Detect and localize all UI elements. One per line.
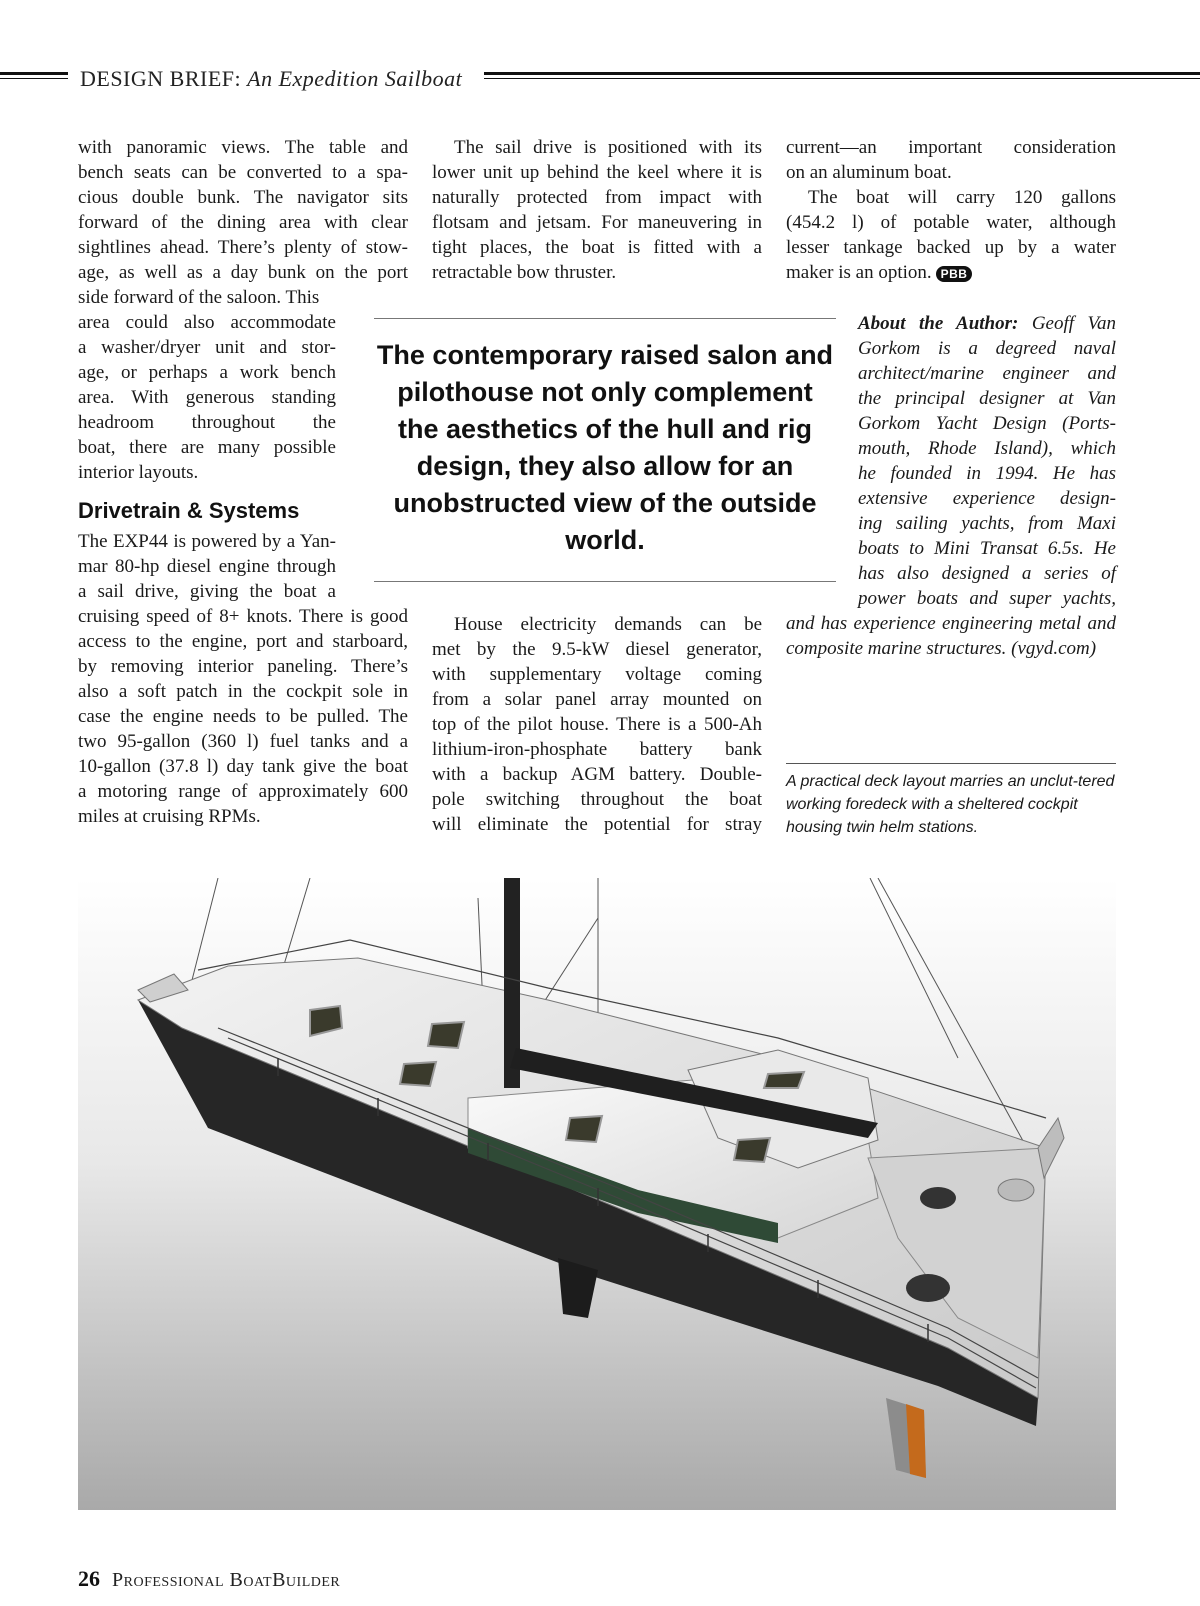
helm-wheel-starboard [920, 1187, 956, 1209]
column-3-paragraph [786, 135, 1116, 285]
text-line: area. With generous standing [78, 387, 336, 408]
text-line: with supplementary voltage coming [432, 664, 762, 685]
text-line: side forward of the saloon. This [78, 287, 320, 308]
column-1 [78, 135, 408, 829]
pull-quote [374, 318, 836, 582]
text-line: with a backup AGM battery. Double- [432, 764, 762, 785]
author-label: About the Author: [858, 313, 1032, 334]
column-2-top-paragraph [432, 135, 762, 285]
header-rule-right-thin [484, 78, 1200, 79]
sailboat-illustration [78, 878, 1116, 1510]
text-line: access to the engine, port and starboard, [78, 631, 408, 652]
text-line: interior layouts. [78, 462, 199, 483]
text-line: maker is an option. PBB [786, 260, 1116, 285]
text-line: age, as well as a day bunk on the port [78, 262, 408, 283]
column-2-top [432, 135, 762, 285]
sailboat-rendering [78, 878, 1116, 1510]
author-bio-line: and has experience engineering metal and [786, 613, 1116, 634]
text-line: 10-gallon (37.8 l) day tank give the boat [78, 756, 408, 777]
text-line: lithium-iron-phosphate battery bank [432, 739, 762, 760]
text-line: current—an important consideration [786, 137, 1116, 158]
text-line: boat, there are many possible [78, 437, 336, 458]
column-2-bottom-paragraph [432, 612, 762, 837]
text-line: cious double bunk. The navigator sits [78, 187, 408, 208]
text-line: case the engine needs to be pulled. The [78, 706, 408, 727]
page-footer [78, 1566, 340, 1592]
text-line: by removing interior paneling. There’s [78, 656, 408, 677]
text-line: lesser tankage backed up by a water [786, 237, 1116, 258]
text-line: headroom throughout the [78, 412, 336, 433]
column-3 [786, 135, 1116, 285]
text-line: pole switching throughout the boat [432, 789, 762, 810]
page-number: 26 [78, 1566, 100, 1591]
text-line: mar 80-hp diesel engine through [78, 556, 336, 577]
author-bio [786, 311, 1116, 661]
author-bio-line: he founded in 1994. He has [858, 463, 1116, 484]
author-bio-line: Gorkom is a degreed naval [858, 338, 1116, 359]
text-line: tight places, the boat is fitted with a [432, 237, 762, 258]
text-line: a motoring range of approximately 600 [78, 781, 408, 802]
text-line: on an aluminum boat. [786, 162, 952, 183]
text-line: forward of the dining area with clear [78, 212, 408, 233]
author-bio-line: has also designed a series of [858, 563, 1116, 584]
text-line: The boat will carry 120 gallons [808, 187, 1116, 208]
author-bio-line: the principal designer at Van [858, 388, 1116, 409]
column-2-bottom [432, 612, 762, 837]
section-label [80, 66, 470, 92]
author-bio-line [786, 311, 1116, 336]
text-line: met by the 9.5-kW diesel generator, [432, 639, 762, 660]
author-bio-line: mouth, Rhode Island), which [858, 438, 1116, 459]
text-line: from a solar panel array mounted on [432, 689, 762, 710]
text-line: with panoramic views. The table and [78, 137, 408, 158]
text-line: (454.2 l) of potable water, although [786, 212, 1116, 233]
section-heading: Drivetrain & Systems [78, 498, 300, 523]
header-subtitle: An Expedition Sailboat [247, 66, 463, 91]
text-line: will eliminate the potential for stray [432, 814, 762, 835]
author-bio-line: power boats and super yachts, [858, 588, 1116, 609]
text-line: naturally protected from impact with [432, 187, 762, 208]
text-line: lower unit up behind the keel where it is [432, 162, 762, 183]
author-bio-line: architect/marine engineer and [858, 363, 1116, 384]
pull-quote-text: The contemporary raised salon and pilothouse not only complement the aesthetics of the hull and rig design, they also allow for an unobstructed view of the outside world. [376, 340, 834, 555]
text-line: flotsam and jetsam. For maneuvering in [432, 212, 762, 233]
column-1-paragraph-1 [78, 135, 408, 485]
author-bio-text [786, 311, 1116, 661]
text-line: area could also accommodate [78, 312, 336, 333]
text-line: two 95-gallon (360 l) fuel tanks and a [78, 731, 408, 752]
text-line: a sail drive, giving the boat a [78, 581, 336, 602]
text-line: retractable bow thruster. [432, 262, 617, 283]
author-bio-line: composite marine structures. (vgyd.com) [786, 638, 1097, 659]
header-rule-left-thin [0, 78, 68, 79]
author-bio-line: extensive experience design- [858, 488, 1116, 509]
header-rule-left [0, 72, 68, 75]
radar-dome [998, 1179, 1034, 1201]
author-bio-line: ing sailing yachts, from Maxi [858, 513, 1116, 534]
caption-rule [786, 763, 1116, 764]
text-line: The EXP44 is powered by a Yan- [78, 531, 336, 552]
header-rule-right [484, 72, 1200, 75]
figure-caption: A practical deck layout marries an unclut-tered working foredeck with a sheltered cockpit housing twin helm stations. [786, 773, 1115, 836]
author-bio-text-fragment: Geoff Van [1031, 313, 1116, 334]
text-line: House electricity demands can be [454, 614, 762, 635]
column-1-paragraph-2 [78, 529, 408, 829]
text-line: also a soft patch in the cockpit sole in [78, 681, 408, 702]
author-bio-line: boats to Mini Transat 6.5s. He [858, 538, 1116, 559]
pbb-end-mark-icon: PBB [936, 266, 973, 282]
text-line: bench seats can be converted to a spa- [78, 162, 408, 183]
text-line: cruising speed of 8+ knots. There is good [78, 606, 408, 627]
text-line: top of the pilot house. There is a 500-Ah [432, 714, 762, 735]
helm-wheel-port [906, 1274, 950, 1302]
text-line: sightlines ahead. There’s plenty of stow- [78, 237, 408, 258]
author-bio-line: Gorkom Yacht Design (Ports- [858, 413, 1116, 434]
publication-name: Professional BoatBuilder [112, 1569, 341, 1591]
running-header [0, 62, 1200, 92]
text-line: The sail drive is positioned with its [454, 137, 762, 158]
text-line: miles at cruising RPMs. [78, 806, 261, 827]
text-line: a washer/dryer unit and stor- [78, 337, 336, 358]
text-line: age, or perhaps a work bench [78, 362, 336, 383]
header-label: DESIGN BRIEF: [80, 66, 242, 91]
